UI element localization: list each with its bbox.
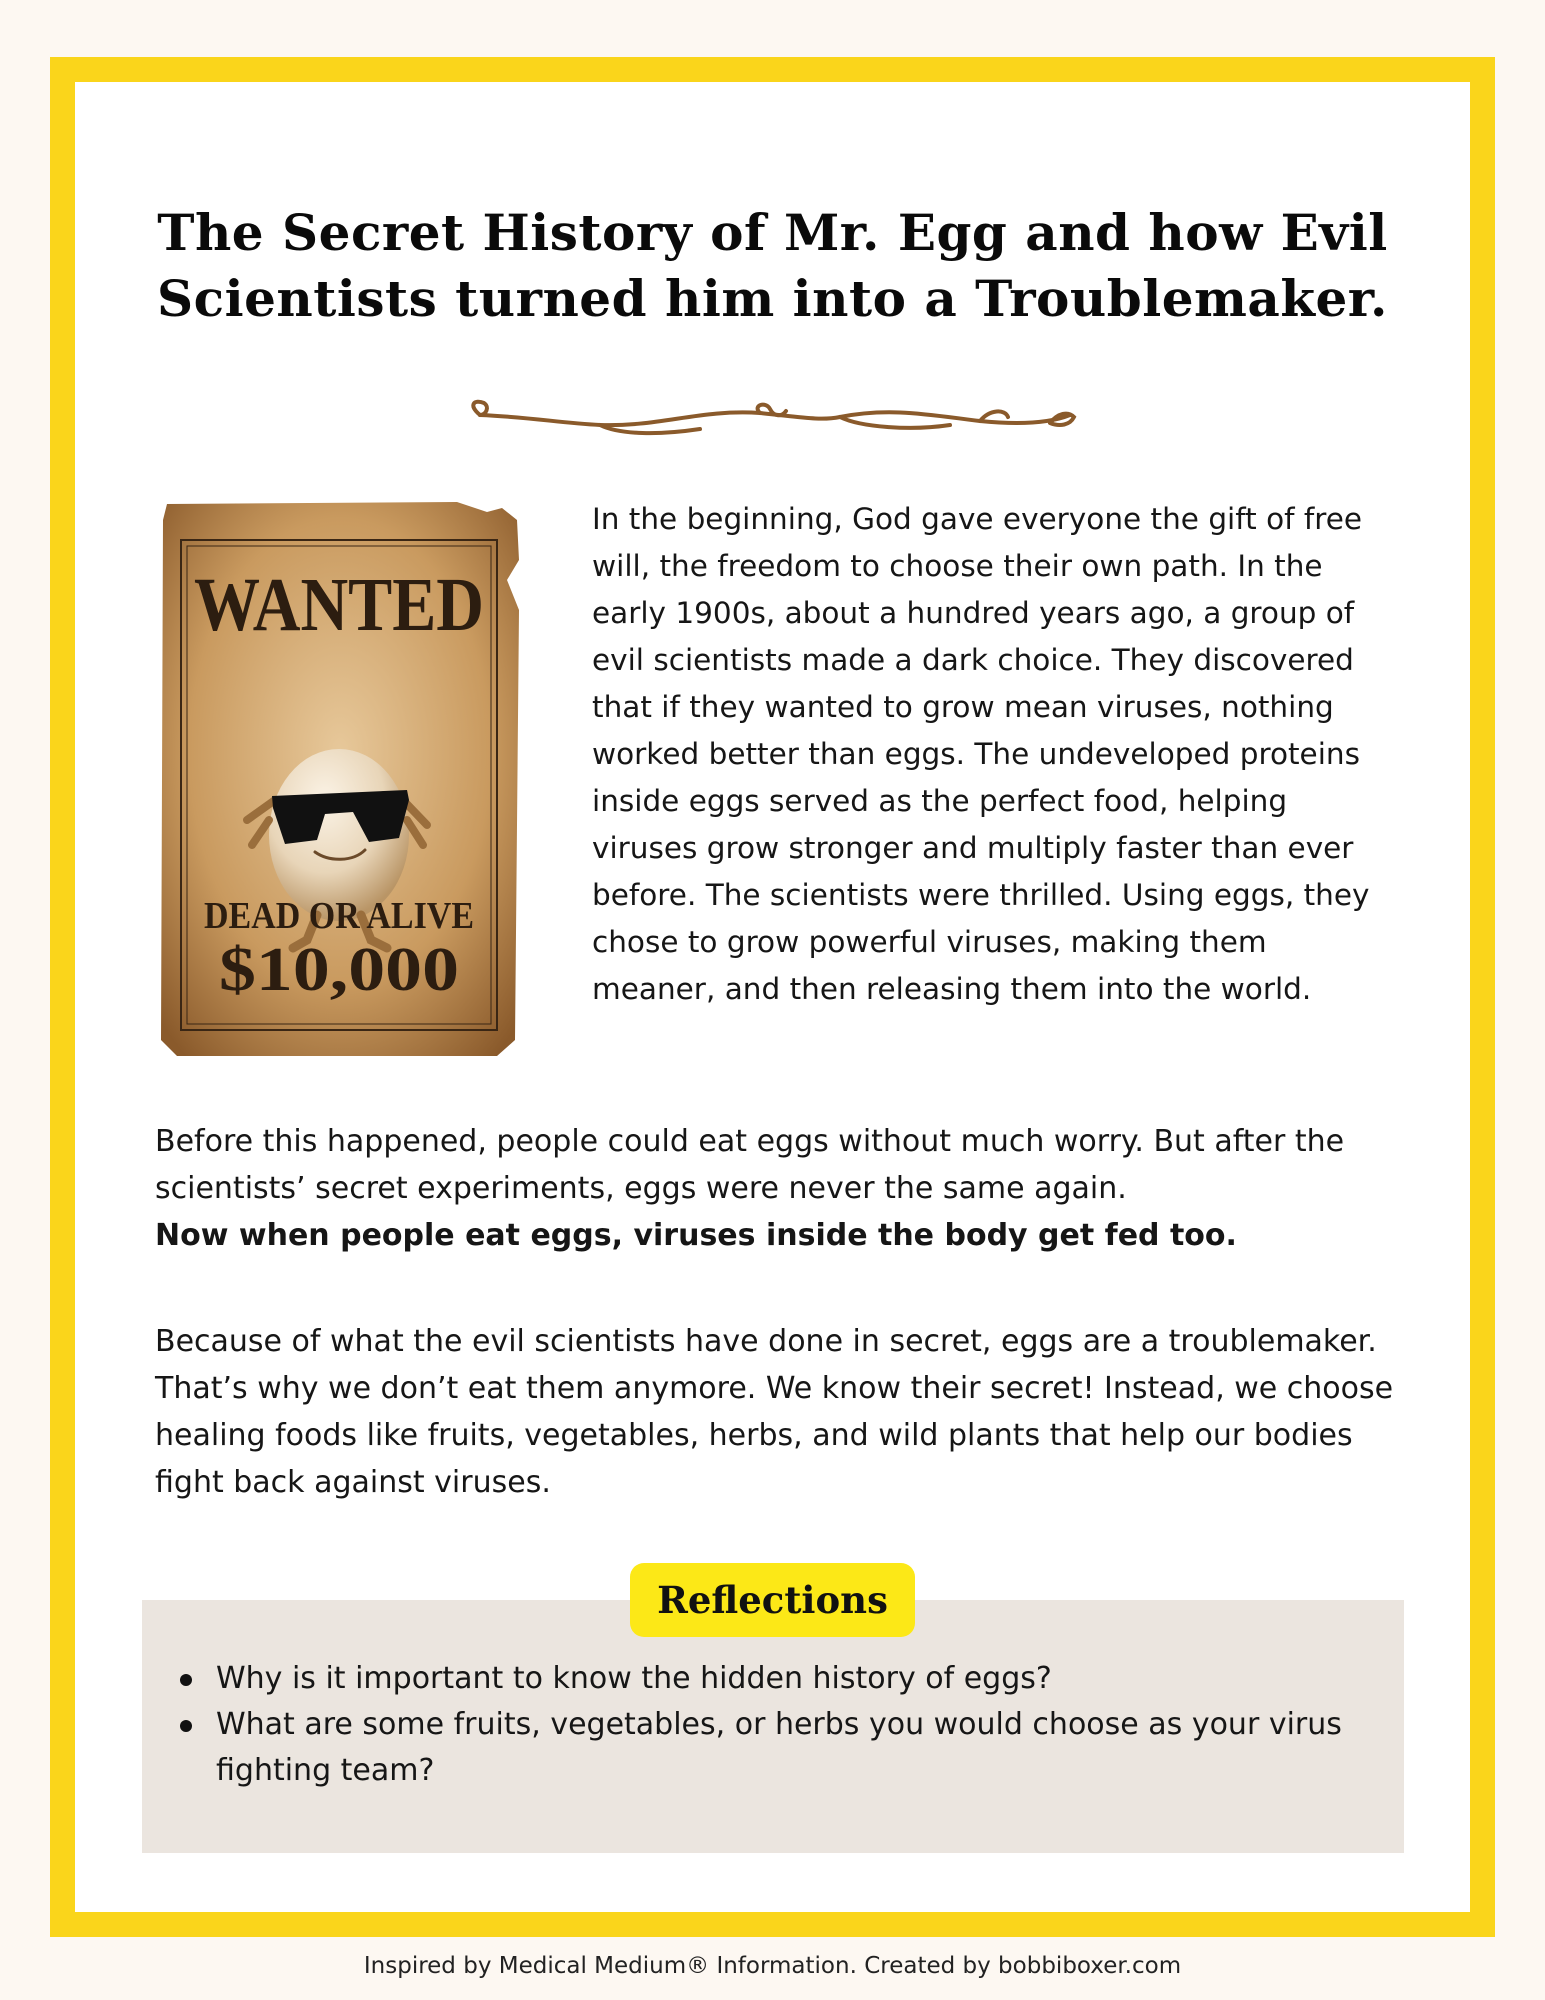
- reflection-question: Why is it important to know the hidden history of eggs?: [216, 1661, 1052, 1696]
- intro-paragraph: In the beginning, God gave everyone the gift of free will, the freedom to choose their own path. In the early 1900s, about a hundred years ago, a group of evil scientists made a dark choice. They discovered that if they wanted to grow mean viruses, nothing worked better than eggs. The undeveloped proteins inside eggs served as the perfect food, helping viruses grow stronger and multiply faster than ever before. The scientists were thrilled. Using eggs, they chose to grow powerful viruses, making them meaner, and then releasing them into the world.: [592, 502, 1370, 1006]
- flourish-divider-icon: [460, 395, 1085, 445]
- reflections-list: [176, 1656, 1376, 1794]
- poster-reward: $10,000: [219, 936, 459, 1004]
- bullet-icon: [180, 1720, 192, 1732]
- conclusion-paragraph: Because of what the evil scientists have done in secret, eggs are a troublemaker. That’s why we don’t eat them anymore. We know their secret! Instead, we choose healing foods like fruits, vegetables, herbs, and wild plants that help our bodies fight back against viruses.: [155, 1324, 1394, 1500]
- poster-subheading: DEAD OR ALIVE: [204, 895, 474, 937]
- before-paragraph: [155, 1118, 1415, 1259]
- wanted-poster: [157, 500, 527, 1058]
- footer-credit: Inspired by Medical Medium® Information. Created by bobbiboxer.com: [363, 1953, 1182, 1979]
- bullet-icon: [180, 1674, 192, 1686]
- reflections-label: Reflections: [630, 1563, 915, 1637]
- emphasis-text: Now when people eat eggs, viruses inside the body get fed too.: [155, 1218, 1237, 1253]
- page-title: The Secret History of Mr. Egg and how Evil Scientists turned him into a Troublemaker.: [157, 203, 1388, 328]
- list-item: [176, 1656, 1376, 1702]
- list-item: [176, 1702, 1376, 1794]
- poster-heading: WANTED: [194, 563, 484, 647]
- before-text: Before this happened, people could eat eggs without much worry. But after the scientists’ secret experiments, eggs were never the same again.: [155, 1124, 1345, 1206]
- reflection-question: What are some fruits, vegetables, or herbs you would choose as your virus fighting team?: [216, 1707, 1342, 1788]
